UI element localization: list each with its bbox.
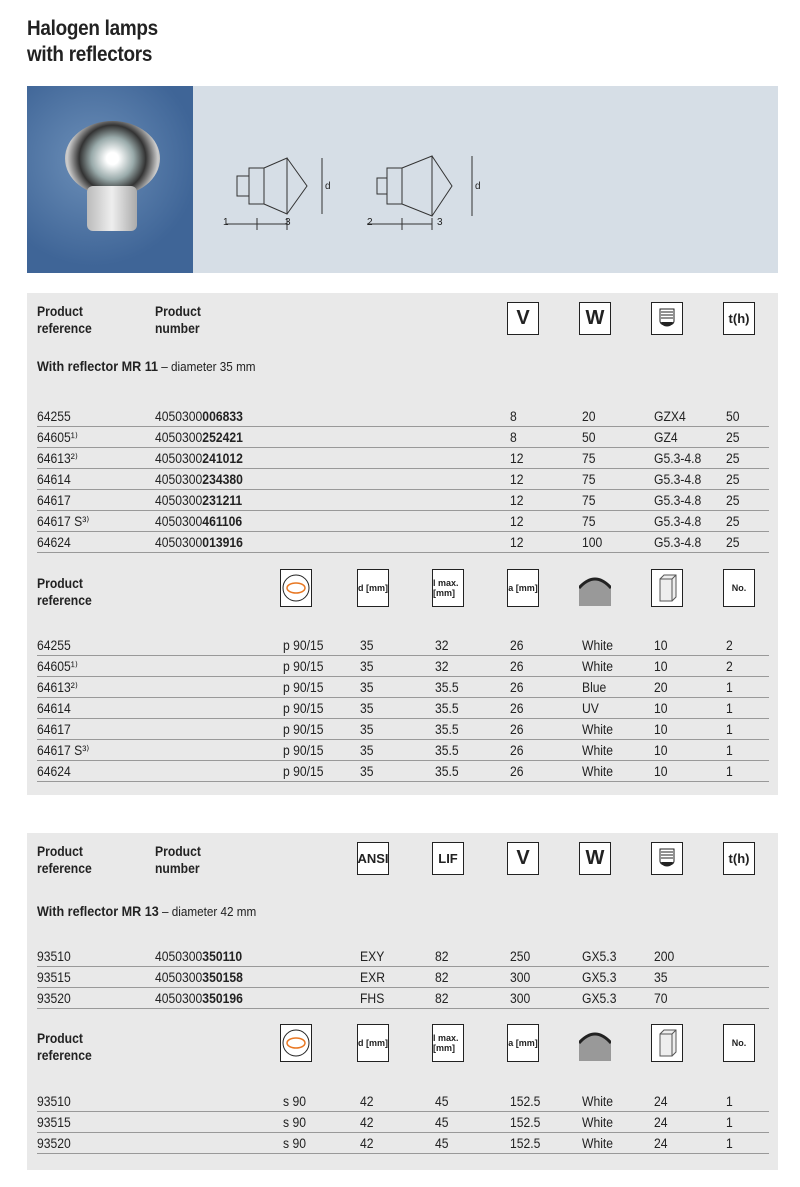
diagram-label: 2 [367,217,373,228]
spec-value: 42 [360,1115,374,1130]
spec-value: s 90 [283,1115,306,1130]
spec-value: UV [582,701,599,716]
product-reference: 64613²⁾ [37,680,78,695]
spec-value: 20 [654,680,668,695]
product-reference: 64617 [37,493,71,508]
spec-value: 75 [582,451,596,466]
mr13-section [27,833,778,1170]
spec-value: 45 [435,1115,449,1130]
subtitle-detail: – diameter 35 mm [158,359,256,374]
spec-value: White [582,743,614,758]
spec-value: 50 [726,409,740,424]
spec-value: 35 [360,638,374,653]
product-reference: 64617 S³⁾ [37,514,90,529]
spec-value: p 90/15 [283,701,324,716]
spec-value: White [582,764,614,779]
number-prefix: 4050300 [155,991,203,1006]
d--mm--icon: d [mm] [357,569,389,607]
pack-icon [651,1024,683,1062]
product-reference: 64605¹⁾ [37,659,78,674]
number-suffix: 241012 [202,451,243,466]
spec-value: 12 [510,535,524,550]
spec-value: 35.5 [435,680,459,695]
spec-value: 1 [726,743,733,758]
number-suffix: 461106 [202,514,243,529]
spec-value: 35.5 [435,764,459,779]
spec-value: G5.3-4.8 [654,514,702,529]
table-row [37,490,769,511]
product-number [155,451,243,466]
product-reference: 93515 [37,1115,71,1130]
no--icon: No. [723,569,755,607]
spec-value: White [582,1115,614,1130]
table-row [37,719,769,740]
spec-value: G5.3-4.8 [654,493,702,508]
reflector-icon [579,1024,611,1062]
product-number [155,970,243,985]
spec-value: White [582,638,614,653]
header-product-number: Product number [155,844,201,876]
table-row [37,761,769,782]
product-number [155,430,243,445]
spec-value: 152.5 [510,1115,541,1130]
spec-value: 12 [510,472,524,487]
product-number [155,493,242,508]
spec-value: p 90/15 [283,722,324,737]
spec-value: 100 [582,535,603,550]
header-product-reference: Product reference [37,844,92,876]
number-suffix: 013916 [202,535,243,550]
spec-value: 26 [510,701,524,716]
number-suffix: 234380 [202,472,243,487]
product-reference: 64614 [37,701,71,716]
spec-value: 25 [726,493,740,508]
spec-value: Blue [582,680,607,695]
product-image-panel [27,86,778,273]
product-reference: 64624 [37,764,71,779]
number-suffix: 350158 [202,970,243,985]
spec-value: 25 [726,472,740,487]
spec-value: White [582,659,614,674]
spec-value: 8 [510,430,517,445]
header-product-reference: Product reference [37,1031,92,1063]
spec-value: White [582,1094,614,1109]
spec-value: 25 [726,535,740,550]
spec-value: 1 [726,701,733,716]
spec-value: 70 [654,991,668,1006]
l-max---mm--icon: l max. [mm] [432,569,464,607]
spec-value: 75 [582,493,596,508]
v-icon: V [507,302,539,335]
dimension-diagrams [217,146,507,236]
spec-value: 25 [726,451,740,466]
spec-value: White [582,1136,614,1151]
pack-icon [651,569,683,607]
spec-value: p 90/15 [283,659,324,674]
table-row [37,946,769,967]
spec-value: 10 [654,701,668,716]
product-reference: 93520 [37,991,71,1006]
d--mm--icon: d [mm] [357,1024,389,1062]
spec-value: 82 [435,949,449,964]
spec-value: GX5.3 [582,991,617,1006]
product-reference: 64617 [37,722,71,737]
spec-value: 12 [510,451,524,466]
spec-value: EXR [360,970,385,985]
diagram-label: d [325,181,331,192]
number-prefix: 4050300 [155,949,203,964]
section-subtitle [37,903,256,919]
number-prefix: 4050300 [155,970,203,985]
subtitle-text: With reflector MR 11 [37,358,159,374]
header-product-number: Product number [155,304,201,336]
spec-value: 42 [360,1136,374,1151]
table-row [37,677,769,698]
product-reference: 64605¹⁾ [37,430,78,445]
section-subtitle [37,358,256,374]
number-suffix: 231211 [202,493,243,508]
spec-value: 2 [726,659,733,674]
number-prefix: 4050300 [155,409,203,424]
product-reference: 93520 [37,1136,71,1151]
baseicon-icon [651,842,683,875]
product-reference: 64255 [37,638,71,653]
spec-value: 26 [510,680,524,695]
spec-value: 10 [654,743,668,758]
spec-value: 300 [510,970,531,985]
spec-value: 1 [726,680,733,695]
spec-value: p 90/15 [283,764,324,779]
spec-value: 152.5 [510,1094,541,1109]
diagram-label: 1 [223,217,229,228]
table-row [37,469,769,490]
spec-value: 35 [360,701,374,716]
diagram-label: 3 [437,217,443,228]
spec-value: 35.5 [435,743,459,758]
spec-value: 25 [726,430,740,445]
header-product-reference: Product reference [37,304,92,336]
spec-value: 24 [654,1136,668,1151]
product-reference: 64613²⁾ [37,451,78,466]
table-row [37,967,769,988]
spec-value: 82 [435,991,449,1006]
no--icon: No. [723,1024,755,1062]
number-prefix: 4050300 [155,535,203,550]
a--mm--icon: a [mm] [507,569,539,607]
spec-value: FHS [360,991,385,1006]
spec-value: 1 [726,1094,733,1109]
number-suffix: 350196 [202,991,243,1006]
product-reference: 64624 [37,535,71,550]
beam-icon [280,1024,312,1062]
number-prefix: 4050300 [155,514,203,529]
table-row [37,406,769,427]
table-row [37,698,769,719]
table-row [37,427,769,448]
spec-value: 82 [435,970,449,985]
spec-value: GZX4 [654,409,686,424]
spec-value: 26 [510,764,524,779]
spec-value: 35 [360,743,374,758]
spec-value: 12 [510,514,524,529]
spec-value: 10 [654,659,668,674]
subtitle-text: With reflector MR 13 [37,903,159,919]
w-icon: W [579,842,611,875]
product-number [155,535,243,550]
product-reference: 93515 [37,970,71,985]
reflector-icon [579,569,611,607]
spec-value: 152.5 [510,1136,541,1151]
number-prefix: 4050300 [155,451,203,466]
spec-value: p 90/15 [283,743,324,758]
spec-value: 10 [654,722,668,737]
spec-value: 26 [510,659,524,674]
number-prefix: 4050300 [155,472,203,487]
spec-value: 32 [435,659,449,674]
product-reference: 64614 [37,472,71,487]
th-icon: t(h) [723,302,755,335]
product-number [155,991,243,1006]
spec-value: 50 [582,430,596,445]
mr11-section [27,293,778,795]
page-title: Halogen lamps with reflectors [27,17,158,66]
table-row [37,511,769,532]
product-reference: 93510 [37,949,71,964]
spec-value: 35 [654,970,668,985]
spec-value: 1 [726,722,733,737]
diagram-label: 3 [285,217,291,228]
spec-value: 42 [360,1094,374,1109]
spec-value: 2 [726,638,733,653]
th-icon: t(h) [723,842,755,875]
lamp-photo [27,86,193,273]
table-row [37,988,769,1009]
spec-value: 45 [435,1136,449,1151]
number-prefix: 4050300 [155,493,203,508]
number-suffix: 252421 [202,430,243,445]
product-number [155,409,243,424]
l-max---mm--icon: l max. [mm] [432,1024,464,1062]
spec-value: 26 [510,722,524,737]
spec-value: p 90/15 [283,680,324,695]
spec-value: 1 [726,764,733,779]
number-suffix: 006833 [202,409,243,424]
subtitle-detail: – diameter 42 mm [158,904,257,919]
product-number [155,514,242,529]
table-row [37,1091,769,1112]
v-icon: V [507,842,539,875]
spec-value: 35 [360,764,374,779]
spec-value: 10 [654,764,668,779]
product-number [155,472,243,487]
table-row [37,656,769,677]
product-reference: 93510 [37,1094,71,1109]
spec-value: 26 [510,743,524,758]
baseicon-icon [651,302,683,335]
spec-value: 35 [360,722,374,737]
spec-value: 8 [510,409,517,424]
ansi-icon: ANSI [357,842,389,875]
spec-value: 250 [510,949,531,964]
spec-value: 45 [435,1094,449,1109]
spec-value: 12 [510,493,524,508]
table-row [37,1133,769,1154]
a--mm--icon: a [mm] [507,1024,539,1062]
spec-value: 25 [726,514,740,529]
spec-value: s 90 [283,1094,306,1109]
header-product-reference: Product reference [37,576,92,608]
spec-value: s 90 [283,1136,306,1151]
spec-value: 1 [726,1115,733,1130]
product-number [155,949,242,964]
table-row [37,740,769,761]
spec-value: G5.3-4.8 [654,451,702,466]
spec-value: 24 [654,1094,668,1109]
number-prefix: 4050300 [155,430,203,445]
number-suffix: 350110 [202,949,243,964]
spec-value: 35 [360,680,374,695]
spec-value: 35.5 [435,722,459,737]
table-row [37,1112,769,1133]
w-icon: W [579,302,611,335]
spec-value: 75 [582,472,596,487]
product-reference: 64617 S³⁾ [37,743,90,758]
spec-value: 200 [654,949,675,964]
spec-value: p 90/15 [283,638,324,653]
spec-value: EXY [360,949,385,964]
spec-value: White [582,722,614,737]
spec-value: 35 [360,659,374,674]
spec-value: 24 [654,1115,668,1130]
spec-value: GX5.3 [582,970,617,985]
spec-value: 20 [582,409,596,424]
spec-value: G5.3-4.8 [654,472,702,487]
beam-icon [280,569,312,607]
spec-value: 1 [726,1136,733,1151]
spec-value: 32 [435,638,449,653]
spec-value: GX5.3 [582,949,617,964]
spec-value: G5.3-4.8 [654,535,702,550]
spec-value: 300 [510,991,531,1006]
spec-value: 35.5 [435,701,459,716]
product-reference: 64255 [37,409,71,424]
spec-value: 10 [654,638,668,653]
spec-value: GZ4 [654,430,678,445]
spec-value: 75 [582,514,596,529]
table-row [37,635,769,656]
table-row [37,448,769,469]
table-row [37,532,769,553]
lif-icon: LIF [432,842,464,875]
diagram-label: d [475,181,481,192]
spec-value: 26 [510,638,524,653]
